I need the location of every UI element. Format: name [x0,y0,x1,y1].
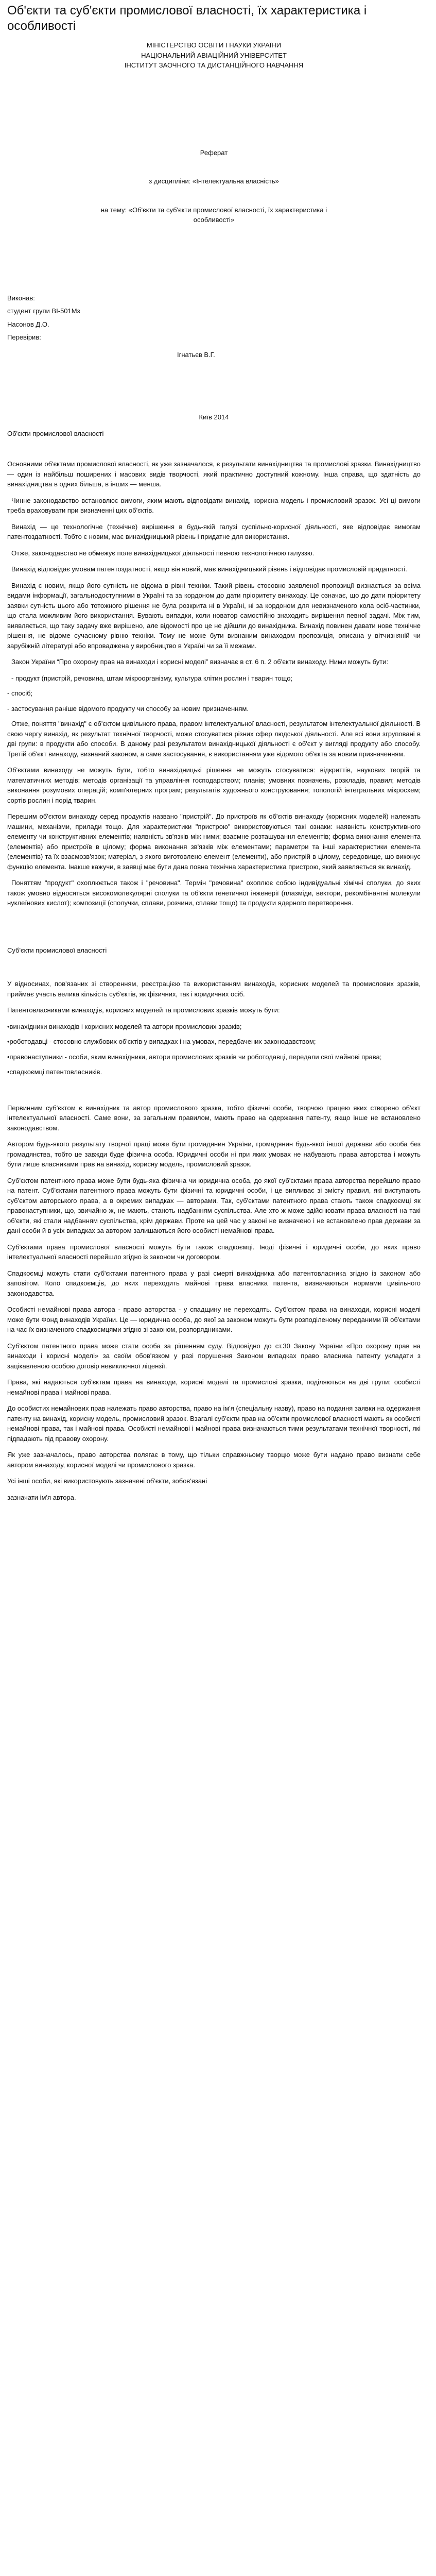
institution-header [7,40,421,71]
paragraph: Особисті немайнові права автора - право авторства - у спадщину не переходять. Суб'єктом права на винаходи, корисні моделі може бути Фонд винаходів України. Це — юридична особа, до якої за законом можуть бути розподіленому переданими їй об'єктами на час їх визначеного спадкоємцями згідно зі законом, розпорядниками. [7,1306,421,1333]
list-item: - застосування раніше відомого продукту чи способу за новим призначенням. [7,704,249,713]
paragraph: Чинне законодавство встановлює вимоги, яким мають відповідати винахід, корисна модель і промисловий зразок. Усі ці вимоги треба враховувати при визначенні цих об'єктів. [7,496,421,514]
paragraph: Автором будь-якого результату творчої праці може бути громадянин України, громадянин будь-якої іншої держави або особа без громадянства, тобто це завжди буде фізична особа. Юридичні особи ні при яких умовах не набувають права авторства і можуть бути лише власниками прав на винахід, корисну модель, промисловий зразок. [7,1140,421,1168]
work-type: Реферат [200,148,228,157]
city-year: Київ 2014 [199,413,229,421]
author-block [7,293,421,343]
paragraph: Усі інші особи, які використовують зазначені об'єкти, зобов'язані [7,1477,207,1485]
paragraph: Перешим об'єктом винаходу серед продуктів названо "пристрій". До пристроїв як об'єктів винаходу (корисних моделей) належать машини, механізми, прилади тощо. Для характеристики "пристрою" використовуються такі ознаки: наявність конструктивного елементу чи конструктивних елементів; наявність зв'язків між ними; взаємне розташування елементів; форма виконання елемента (елементів) або пристроїв в цілому; форма виконання зв'язків між елементами; параметри та інші характеристики елемента (елементів) та їх взаємозв'язок; матеріал, з якого виготовлено елемент (елементи), або пристрій в цілому, середовище, що виконує функцію елемента. Інакше кажучи, в заявці має бути дана повна технічна характеристика пристрою, який заявляється як винахід. [7,812,421,871]
section-subjects [7,979,421,1502]
paragraph: Суб'єктами права промислової власності можуть бути також спадкоємці. Іноді фізичні і юридичні особи, до яких право інтелектуальної власності перейшло згідно із законом чи договором. [7,1243,421,1261]
document-title: Об'єкти та суб'єкти промислової власності, їх характеристика і особливості [7,4,367,33]
paragraph: Суб'єктом патентного права може бути будь-яка фізична чи юридична особа, до якої суб'єктами права авторства перейшло право на патент. Суб'єктами патентного права можуть бути фізичні та юридичні особи, і це випливає зі змісту правил, які виступають суб'єктом авторського права, а в окремих випадках — авторами. Так, суб'єктами патентного права стають також спадкоємці як правонаступники, що, звичайно ж, не мають, станоть надбанням суспільства. Але хто ж може здійснювати права власності на такі об'єкти, які стали надбанням суспільства, крім держави. Проте на цей час у законі не визначено і не встановлено прав держави за дані особи й в усіх випадках за автором залишаються його особисті немайнові права. [7,1176,421,1234]
list-item: - продукт (пристрій, речовина, штам мікроорганізму, культура клітин рослин і тварин тощо; [11,674,293,682]
author-line: студент групи ВІ-501Мз [7,307,80,315]
university-line: НАЦІОНАЛЬНИЙ АВІАЦІЙНИЙ УНІВЕРСИТЕТ [141,51,287,59]
paragraph: зазначати ім'я автора. [7,1493,76,1501]
paragraph: До особистих немайнових прав належать право авторства, право на ім'я (спеціальну назву), право на подання заявки на одержання патенту на винахід, корисну модель, промисловий зразок. Взагалі суб'єкти прав на об'єкти промислової власності мають як особисті немайнові права, так і майнові права. Особисті немайнові і майнові права визначаються тими результатами технічної творчості, які підпадають під правову охорону. [7,1404,421,1443]
paragraph: Поняттям "продукт" охоплюється також і "речовина". Термін "речовина" охоплює собою індивідуальні хімічні сполуки, до яких також умовно відносяться високомолекулярні сполуки та об'єкти генетичної інженерії (плазміди, вектори, рекомбінантні молекули нуклеїнових кислот); композиції (сполучки, сплави, розчини, сплави тощо) та продукти ядерного перетворення. [7,879,421,907]
paragraph: Закон України “Про охорону прав на винаходи і корисні моделі” визначає в ст. 6 п. 2 об'єкти винаходу. Ними можуть бути: [11,658,389,666]
paragraph: Отже, законодавство не обмежує поле винахідницької діяльності певною технологічною галуззю. [11,549,315,557]
author-line: Виконав: [7,294,35,302]
paragraph: Як уже зазначалось, право авторства полягає в тому, що тільки справжньому творцю може бути надано право визнати себе автором винаходу, корисної моделі чи промислового зразка. [7,1451,421,1469]
ministry-line: МІНІСТЕРСТВО ОСВІТИ І НАУКИ УКРАЇНИ [146,41,282,49]
list-item: •винахідники винаходів і корисних моделей та автори промислових зразків; [7,1022,242,1030]
reviewer-name: Ігнатьєв В.Г. [177,350,215,359]
paragraph: Винахід — це технологічне (технічне) вирішення в будь-якій галузі суспільно-корисної діяльності, яке відповідає вимогам патентоздатності. Тобто є новим, має винахідницький рівень і придатне для використання. [7,522,421,540]
section-objects [7,459,421,908]
author-line: Перевірив: [7,333,41,341]
topic-line: на тему: «Об'єкти та суб'єкти промислової власності, їх характеристика і особливості» [100,206,327,224]
paragraph: Отже, поняття "винахід" є об'єктом цивільного права, правом інтелектуальної власності, результатом інтелектуальної діяльності. В свою чергу винахід, як результат технічної творчості, може стосуватися різних сфер людської діяльності. Але всі вони згруповані в дві групи: в продукти або способи. В даному разі результатом винахідницької діяльності є об'єкт у вигляді продукту або способу. Третій об'єкт винаходу, визнаний законом, а саме застосування, є використанням уже відомого об'єкта за новим призначенням. [7,720,421,758]
list-item: •правонаступники - особи, яким винахідники, автори промислових зразків чи роботодавці, передали свої майнові права; [7,1053,382,1061]
list-item: •спадкоємці патентовласників. [7,1068,102,1076]
paragraph: Патентовласниками винаходів, корисних моделей та промислових зразків можуть бути: [7,1006,280,1014]
paragraph: Винахід є новим, якщо його сутність не відома в рівні техніки. Такий рівень стосовно заявленої пропозиції визнається за всіма видами інформації, загальнодоступними в Україні та за кордоном до дати пріоритету винаходу. Це означає, що до дати пріоритету заявки сутність цього або тотожного рішення не була розкрита ні в Україні, ні за кордоном для невизначеного кола осіб-частинки, що стала можливим його використання. Бувають випадки, коли новатор самостійно знаходить вирішення певної задачі. Між тим, виявляється, що таку задачу вже вирішено, але відомості про це не дійшли до винахідника. Винахід повинен давати нове технічне рішення, не відоме сучасному рівню техніки. Тому не може бути визнаним винаходом пропозиція, описана у вітчизняній чи зарубіжній літературі або впроваджена у виробництво в Україні чи за її межами. [7,581,421,650]
paragraph: Первинним суб'єктом є винахідник та автор промислового зразка, тобто фізичні особи, творчою працею яких створено об'єкт інтелектуальної власності. Саме вони, за загальним правилом, мають право на одержання патенту, якщо інше не встановлено законодавством. [7,1104,421,1132]
paragraph: Основними об'єктами промислової власності, як уже зазначалося, є результати винахідництва та промислові зразки. Винахідництво — один із найбільш поширених і масових видів творчості, який практично доступний кожному. Інша справа, що здатність до винахідництва в одних більша, в інших — менша. [7,460,421,488]
list-item: - спосіб; [7,689,33,697]
paragraph: Суб'єктом патентного права може стати особа за рішенням суду. Відповідно до ст.30 Закону України «Про охорону прав на винаходи і корисні моделі» за своїм обов'язком у разі порушення Законом випадках право власника патенту укладати з зацікавленою особою договір невиключної ліцензії. [7,1342,421,1370]
paragraph: Права, які надаються суб'єктам права на винаходи, корисні моделі та промислові зразки, поділяються на дві групи: особисті немайнові права і майнові права. [7,1378,421,1396]
paragraph: Винахід відповідає умовам патентоздатності, якщо він новий, має винахідницький рівень і відповідає промисловій придатності. [11,565,407,573]
paragraph: У відносинах, пов'язаних зі створенням, реєстрацією та використанням винаходів, корисних моделей та промислових зразків, приймає участь велика кількість суб'єктів, як фізичних, так і юридичних осіб. [7,980,421,998]
institute-line: ІНСТИТУТ ЗАОЧНОГО ТА ДИСТАНЦІЙНОГО НАВЧАННЯ [124,61,304,69]
paragraph: Об'єктами винаходу не можуть бути, тобто винахідницькі рішення не можуть стосуватися: відкриттів, наукових теорій та математичних методів; методів організації та управління господарством; планів; умовних позначень, розкладів, правил; методів виконання розумових операцій; комп'ютерних програм; результатів художнього конструювання; топологій інтегральних мікросхем; сортів рослин і порід тварин. [7,766,421,804]
paragraph: Спадкоємці можуть стати суб'єктами патентного права у разі смерті винахідника або патентовласника згідно із законом або заповітом. Коло спадкоємців, до яких переходить майнові права власника патента, визначаються нормами цивільного законодавства. [7,1269,421,1297]
section-title: Об'єкти промислової власності [7,429,104,437]
discipline-line: з дисципліни: «Інтелектуальна власність» [149,177,279,185]
section-title: Суб'єкти промислової власності [7,946,107,954]
list-item: •роботодавці - стосовно службових об'єктів у випадках і на умовах, передбачених законодавством; [7,1038,316,1045]
author-line: Насонов Д.О. [7,320,49,328]
